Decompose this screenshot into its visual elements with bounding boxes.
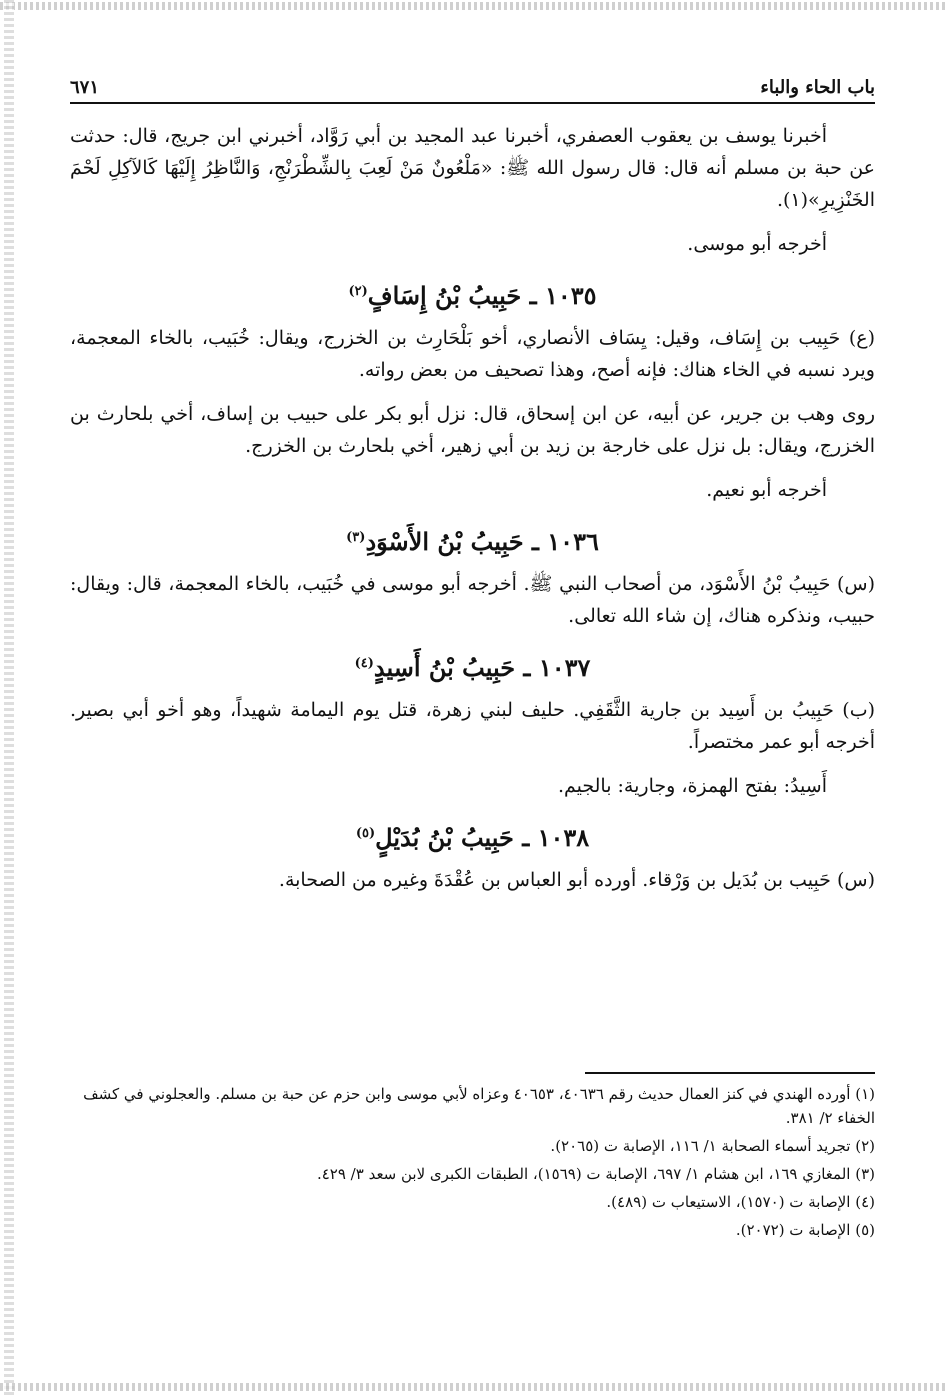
entry-1036 [70,518,875,632]
entry-paragraph: (س) حَبِيب بن بُدَيل بن وَرْقاء. أورده أبو العباس بن عُقْدَةَ وغيره من الصحابة. [278,869,875,891]
entry-paragraph: (س) حَبِيبُ بْنُ الأَسْوَد، من أصحاب النبي ﷺ. أخرجه أبو موسى في خُبَيب، بالخاء المعجمة، قال: ويقال: حبيب، ونذكره هناك، إن شاء الله تعالى. [70,573,875,627]
footnote: (٤) الإصابة ت (١٥٧٠)، الاستيعاب ت (٤٨٩). [606,1193,875,1211]
entry-paragraph: روى وهب بن جرير، عن أبيه، عن ابن إسحاق، قال: نزل أبو بكر على حبيب بن إساف، أخي بلحارث بن الخزرج، ويقال: بل نزل على خارجة بن زيد بن أبي زهير، أخي بلحارث بن الخزرج. [70,403,875,457]
entry-paragraph: (ع) حَبِيب بن إِسَاف، وقيل: يِسَاف الأنصاري، أخو بَلْحَارِث بن الخزرج، ويقال: خُبَيب، بالخاء المعجمة، ويرد نسبه في الخاء هناك: فإنه أصح، وهذا تصحيف من بعض رواته. [70,327,875,381]
running-header [70,70,875,104]
entry-heading: ١٠٣٥ ـ حَبِيبُ بْنُ إِسَافٍ$^{(٢)}$ [348,281,597,310]
footnote-ref: (٣) [346,530,366,545]
footnote: (٥) الإصابة ت (٢٠٧٢). [735,1221,875,1239]
entry-1035 [70,272,875,506]
footnote: (١) أورده الهندي في كنز العمال حديث رقم ٤٠٦٣٦، ٤٠٦٥٣ وعزاه لأبي موسى وابن حزم عن حبة بن مسلم. والعجلوني في كشف الخفاء ٢/ ٣٨١. [83,1085,875,1127]
footnote: (٢) تجريد أسماء الصحابة ١/ ١١٦، الإصابة ت (٢٠٦٥). [550,1137,875,1155]
entry-paragraph: (ب) حَبِيبُ بن أَسِيد بن جارية الثَّقَفِي. حليف لبني زهرة، قتل يوم اليمامة شهيداً، وهو أخو أبي بصير. أخرجه أبو عمر مختصراً. [70,699,875,753]
footnote-ref: (٥) [355,826,376,841]
page-border-bottom [0,1383,948,1391]
hadith-paragraph: أخبرنا يوسف بن يعقوب العصفري، أخبرنا عبد المجيد بن أبي رَوَّاد، أخبرني ابن جريج، قال: حدثت عن حبة بن مسلم أنه قال: قال رسول الله ﷺ: «مَلْعُونٌ مَنْ لَعِبَ بِالشِّطْرَنْجِ، وَالنَّاظِرُ إِلَيْهَا كَالآكِلِ لَحْمَ الخَنْزِيرِ»(١). [70,125,875,211]
entry-heading: ١٠٣٦ ـ حَبِيبُ بْنُ الأَسْوَدِ$^{(٣)}$ [346,527,599,556]
main-text [70,120,875,908]
hadith-source: أخرجه أبو موسى. [687,233,827,255]
footnote-divider [585,1072,875,1074]
entry-paragraph: أَسِيدُ: بفتح الهمزة، وجارية: بالجيم. [557,775,827,797]
page-number: ٦٧١ [70,77,100,98]
footnote-ref: (٢) [348,284,368,299]
entry-heading: ١٠٣٧ ـ حَبِيبُ بْنُ أَسِيدٍ$^{(٤)}$ [354,653,591,682]
footnote: (٣) المغازي ١٦٩، ابن هشام ١/ ٦٩٧، الإصابة ت (١٥٦٩)، الطبقات الكبرى لابن سعد ٣/ ٤٢٩. [316,1165,875,1183]
chapter-title: باب الحاء والباء [760,77,875,98]
entry-1038 [70,814,875,896]
entry-heading: ١٠٣٨ ـ حَبِيبُ بْنُ بُدَيْلٍ$^{(٥)}$ [355,823,590,852]
footnotes [70,1072,875,1246]
footnote-ref: (٤) [354,656,374,671]
book-page [70,62,875,1362]
entry-1037 [70,644,875,802]
entry-source: أخرجه أبو نعيم. [706,479,827,501]
page-border-top [0,2,948,10]
page-border-left [4,0,14,1395]
